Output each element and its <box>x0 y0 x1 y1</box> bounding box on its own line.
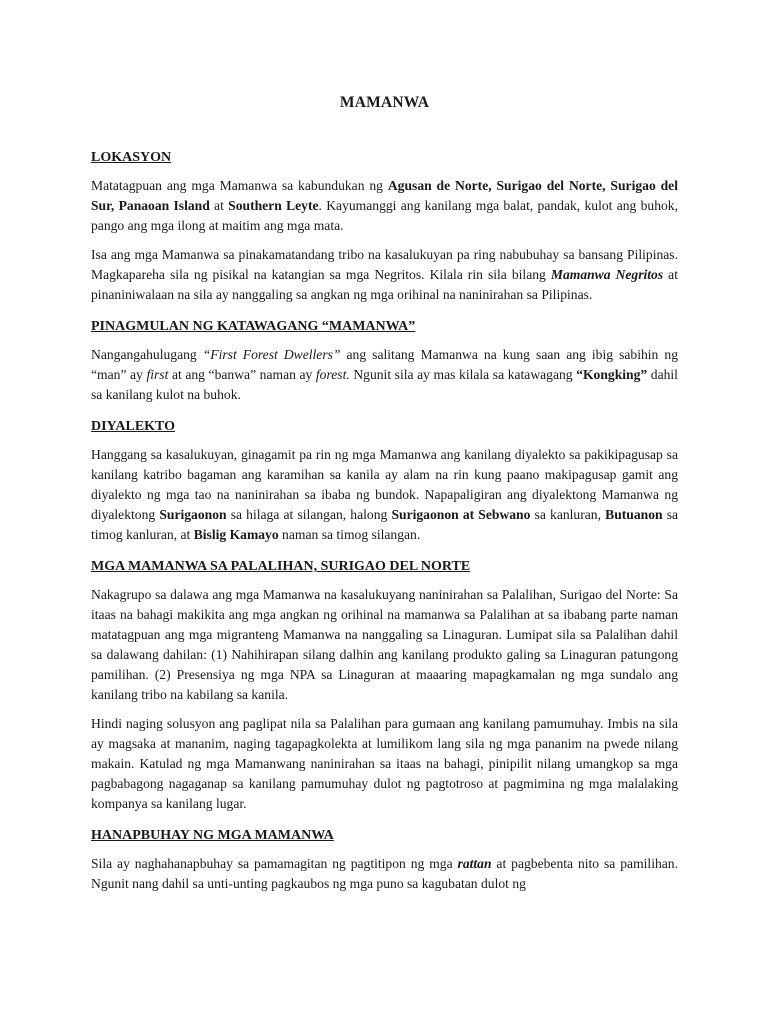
text-run: Matatagpuan ang mga Mamanwa sa kabundukan ng <box>91 178 388 193</box>
section-paragraph <box>91 345 678 405</box>
emphasized-text: “Kongking” <box>576 367 648 382</box>
text-run: ang salitang Mamanwa na kung saan ang ibig sabihin ng “man” ay <box>91 347 678 382</box>
text-run: at <box>209 198 229 213</box>
text-run: at ang “banwa” naman ay <box>168 367 316 382</box>
section-heading: DIYALEKTO <box>91 419 176 434</box>
text-run: sa kanluran, <box>530 507 606 522</box>
text-run: Nakagrupo sa dalawa ang mga Mamanwa na kasalukuyang naninirahan sa Palalihan, Surigao del Norte: Sa itaas na bahagi makikita ang mga angkan ng orihinal na mamanwa sa Palalihan at sa ibabang parte naman matatagpuan ang mga migranteng Mamanwa na nanggaling sa Linaguran. Lumipat sila sa Palalihan dahil sa dalawang dahilan: (1) Nahihirapan silang dalhin ang kanilang produkto galing sa Linaguran patungong pamilihan. (2) Presensiya ng mga NPA sa Linaguran at maaaring mapagkamalan ng mga sundalo ang kanilang tribo na kabilang sa kanila. <box>91 587 678 702</box>
section-heading: PINAGMULAN NG KATAWAGANG “MAMANWA” <box>91 319 416 334</box>
text-run: Ngunit sila ay mas kilala sa katawagang <box>349 367 577 382</box>
text-run: naman sa timog silangan. <box>278 527 421 542</box>
emphasized-text: Surigaonon <box>159 507 227 522</box>
text-run: Hindi naging solusyon ang paglipat nila sa Palalihan para gumaan ang kanilang pamumuhay. Imbis na sila ay magsaka at mananim, naging tagapagkolekta at lumilikom lang sila ng mga pananim na pwede nilang makain. Katulad ng mga Mamanwang naninirahan sa itaas na bahagi, pinipilit nilang umangkop sa mga pagbabagong nagaganap sa kanilang pamumuhay dulot ng pagtotroso at pagmimina ng mga malalaking kompanya sa kanilang lugar. <box>91 716 678 811</box>
emphasized-text: “First Forest Dwellers” <box>202 347 341 362</box>
emphasized-text: Mamanwa Negritos <box>550 267 664 282</box>
section-heading: LOKASYON <box>91 150 172 165</box>
emphasized-text: Agusan de Norte, Surigao del Norte, Surigao del Sur, Panaoan Island <box>91 178 678 213</box>
emphasized-text: Bislig Kamayo <box>193 527 279 542</box>
emphasized-text: Surigaonon at Sebwano <box>391 507 531 522</box>
section-paragraph <box>91 854 678 894</box>
text-run: at pinaniniwalaan na sila ay nanggaling sa angkan ng mga orihinal na naninirahan sa Pilipinas. <box>91 267 678 302</box>
section-heading: MGA MAMANWA SA PALALIHAN, SURIGAO DEL NORTE <box>91 559 471 574</box>
text-run: Nangangahulugang <box>91 347 203 362</box>
text-run: sa hilaga at silangan, halong <box>226 507 392 522</box>
emphasized-text: first <box>146 367 169 382</box>
text-run: sa timog kanluran, at <box>91 507 679 542</box>
text-run: dahil sa kanilang kulot na buhok. <box>91 367 678 402</box>
text-run: Hanggang sa kasalukuyan, ginagamit pa rin ng mga Mamanwa ang kanilang diyalekto sa pakikipagusap sa kanilang katribo bagaman ang karamihan sa kanila ay alam na rin kung paano makipagusap gamit ang diyalekto ng mga tao na naninirahan sa ibaba ng bundok. Napapaligiran ang diyalektong Mamanwa ng diyalektong <box>91 447 678 522</box>
section-paragraph <box>91 714 678 814</box>
text-run: . Kayumanggi ang kanilang mga balat, pandak, kulot ang buhok, pango ang mga ilong at maitim ang mga mata. <box>91 198 678 233</box>
section-heading: HANAPBUHAY NG MGA MAMANWA <box>91 828 334 843</box>
emphasized-text: forest. <box>315 367 350 382</box>
text-run: at pagbebenta nito sa pamilihan. Ngunit nang dahil sa unti-unting pagkaubos ng mga puno sa kagubatan dulot ng <box>91 856 678 891</box>
text-run: Isa ang mga Mamanwa sa pinakamatandang tribo na kasalukuyan pa ring nabubuhay sa bansang Pilipinas. Magkapareha sila ng pisikal na katangian sa mga Negritos. Kilala rin sila bilang <box>91 247 678 282</box>
document-title: MAMANWA <box>339 94 430 111</box>
text-run: Sila ay naghahanapbuhay sa pamamagitan ng pagtitipon ng mga <box>91 856 458 871</box>
emphasized-text: Southern Leyte <box>228 198 319 213</box>
section-paragraph <box>91 245 678 305</box>
document-body <box>91 150 678 894</box>
section-paragraph <box>91 176 678 236</box>
emphasized-text: Butuanon <box>605 507 663 522</box>
emphasized-text: rattan <box>457 856 492 871</box>
section-paragraph <box>91 445 678 545</box>
section-paragraph <box>91 585 678 705</box>
